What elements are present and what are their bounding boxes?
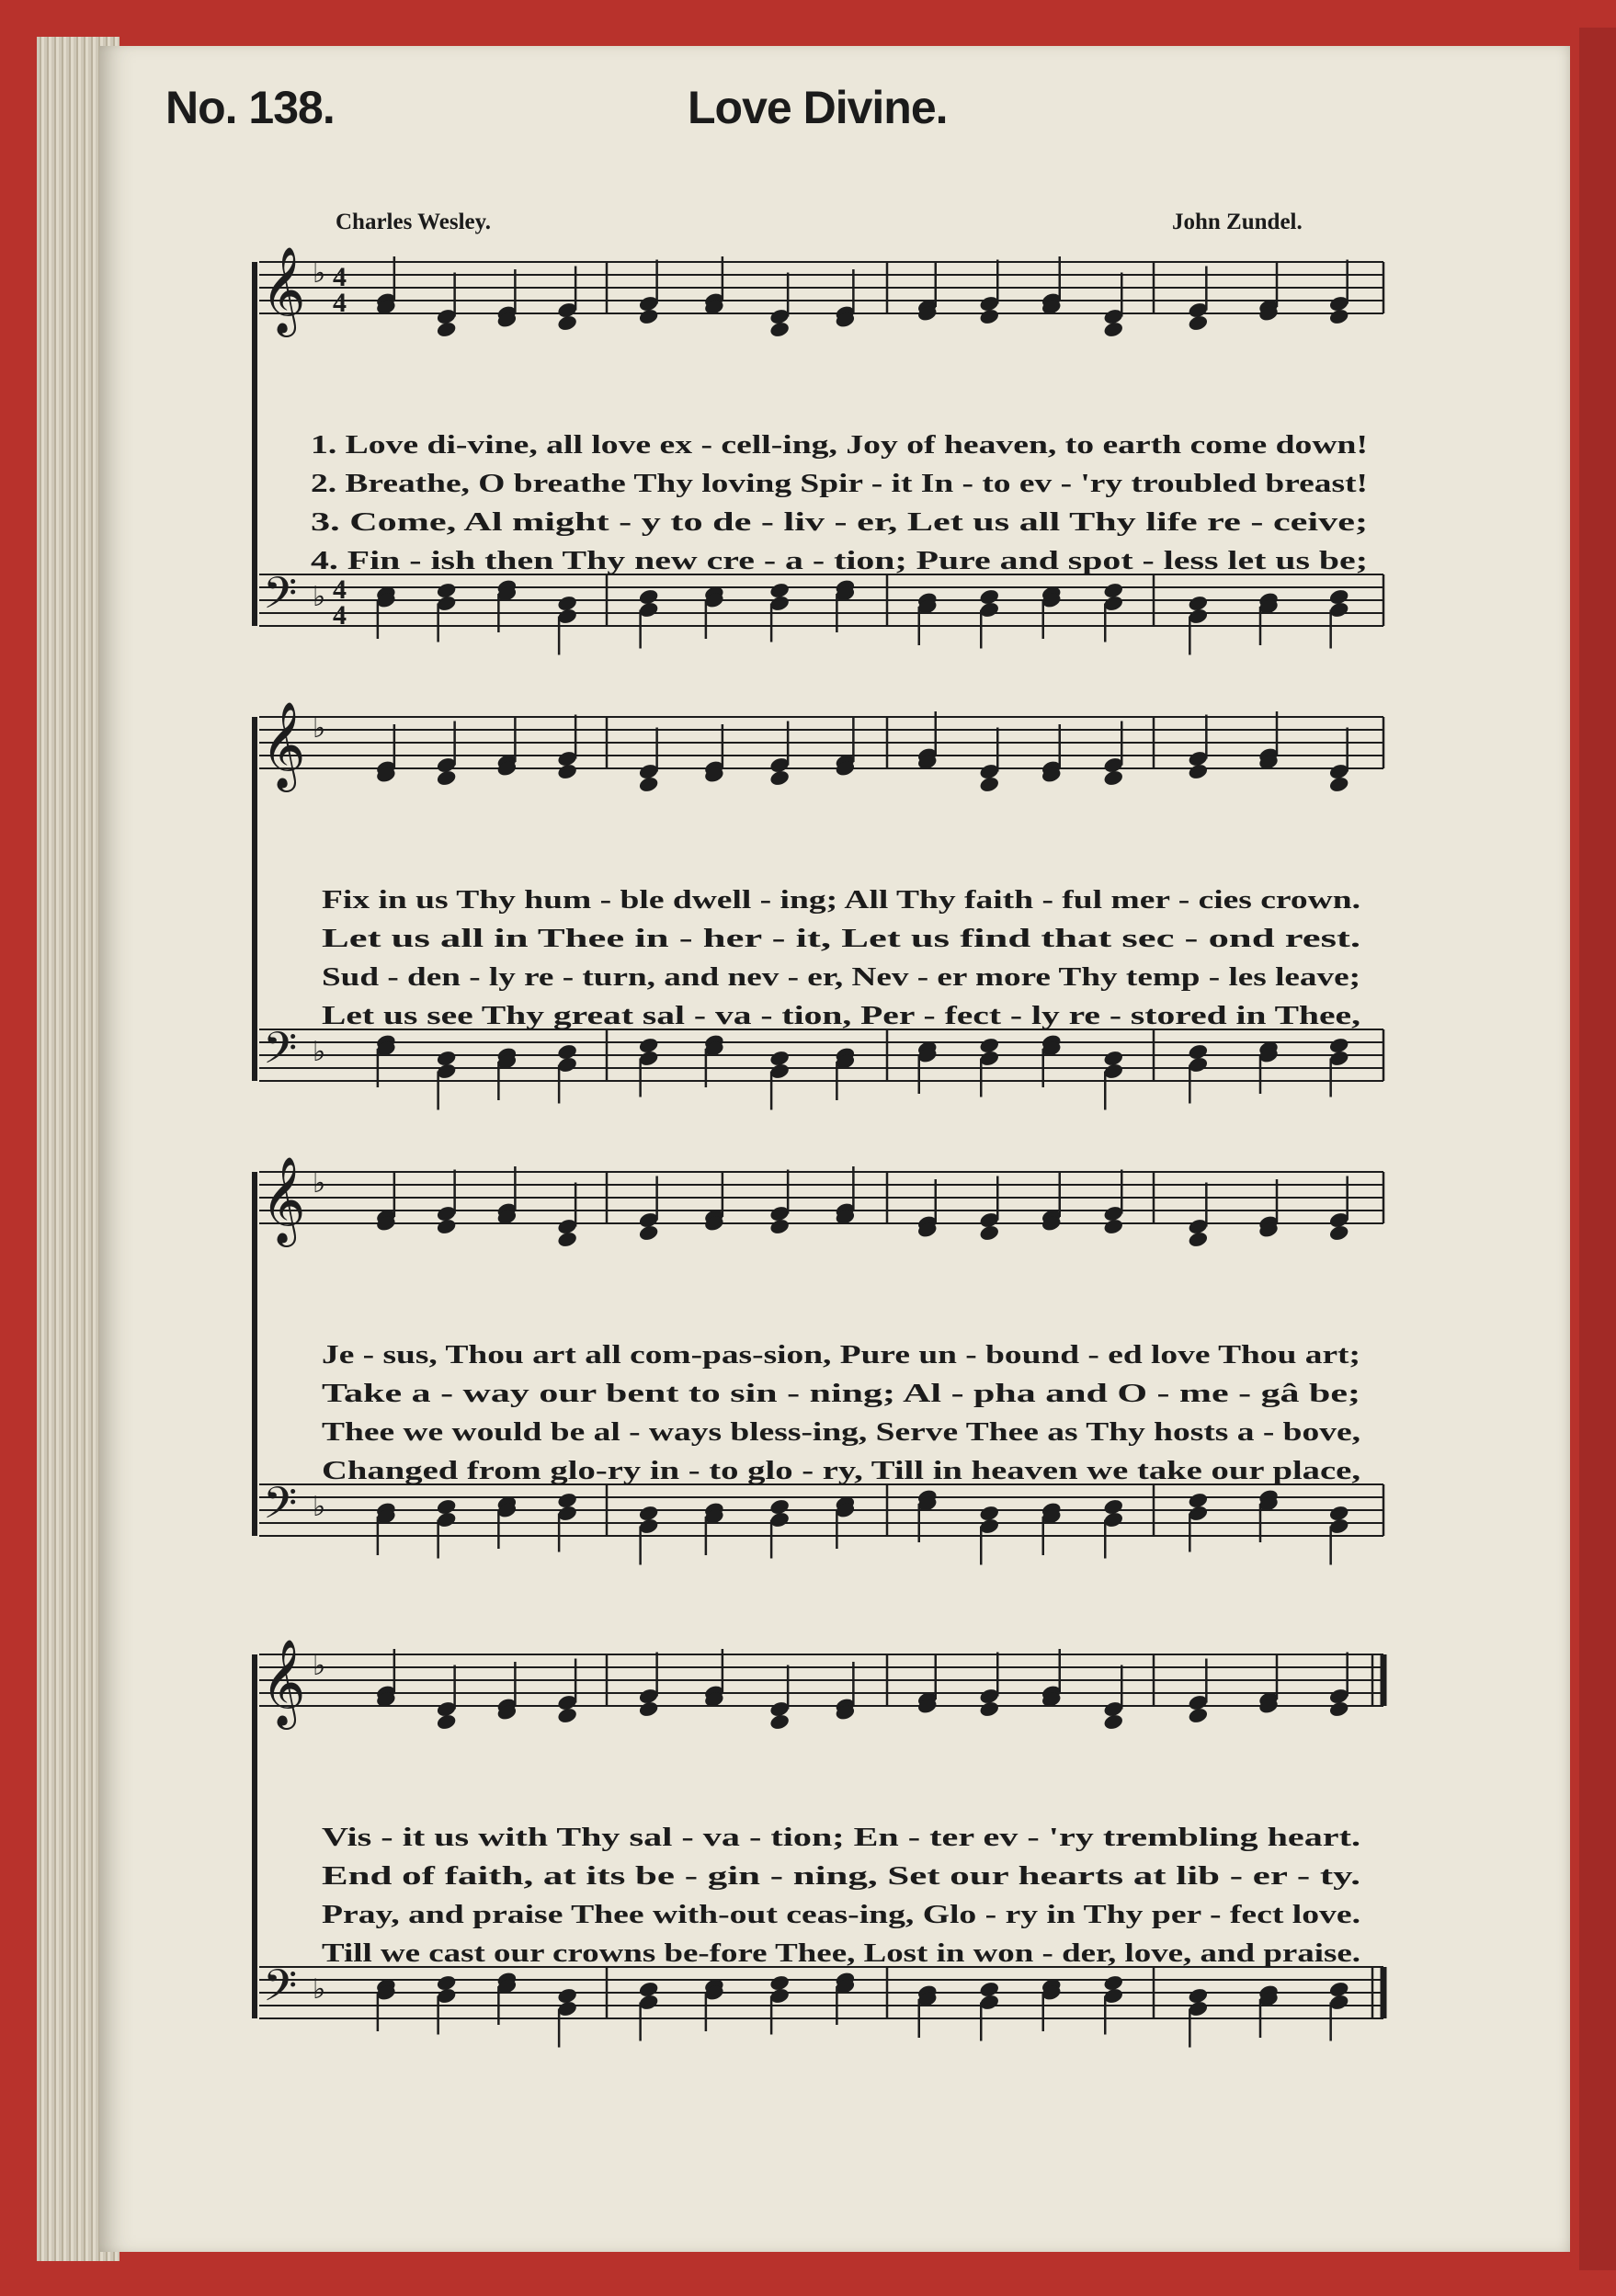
lyric-line: Let us see Thy great sal - va - tion, Per - fect - ly re - stored in Thee,	[322, 1002, 1360, 1030]
note-head	[1188, 1231, 1210, 1249]
note-head	[556, 1231, 578, 1249]
flat-icon: ♭	[313, 257, 326, 290]
lyric-line: Take a - way our bent to sin - ning; Al - pha and O - me - gâ be;	[322, 1380, 1360, 1408]
hymn-title: Love Divine.	[688, 82, 948, 133]
note-head	[638, 776, 660, 794]
lyric-line: Changed from glo-ry in - to glo - ry, Till in heaven we take our place,	[322, 1457, 1360, 1485]
note-head	[1328, 308, 1350, 326]
note-head	[768, 321, 791, 339]
lyric-line: Let us all in Thee in - her - it, Let us find that sec - ond rest.	[322, 925, 1360, 953]
bass-clef-icon: 𝄢	[263, 1477, 298, 1540]
hymn-number: No. 138.	[165, 82, 335, 133]
note-head	[1188, 314, 1210, 333]
note-head	[556, 314, 578, 333]
lyric-line: Till we cast our crowns be-fore Thee, Lost in won - der, love, and praise.	[322, 1939, 1360, 1968]
note-head	[1188, 1707, 1210, 1725]
lyric-line: 1. Love di-vine, all love ex - cell-ing, Joy of heaven, to earth come down!	[311, 431, 1368, 460]
note-head	[1328, 776, 1350, 794]
flat-icon: ♭	[313, 1036, 326, 1068]
flat-icon: ♭	[313, 1650, 326, 1682]
flat-icon: ♭	[313, 712, 326, 744]
lyric-line: 4. Fin - ish then Thy new cre - a - tion; Pure and spot - less let us be;	[311, 547, 1368, 575]
note-head	[978, 308, 1000, 326]
lyric-line: Fix in us Thy hum - ble dwell - ing; All Thy faith - ful mer - cies crown.	[322, 886, 1360, 915]
note-head	[638, 1700, 660, 1719]
time-signature: 4	[333, 574, 347, 605]
note-head	[978, 776, 1000, 794]
system-bracket	[252, 717, 257, 1081]
treble-clef-icon: 𝄞	[261, 701, 306, 789]
system-bracket	[252, 1654, 257, 2018]
lyric-line: 2. Breathe, O breathe Thy loving Spir - it In - to ev - 'ry troubled breast!	[311, 470, 1368, 498]
note-head	[1188, 763, 1210, 781]
treble-clef-icon: 𝄞	[261, 1639, 306, 1726]
note-head	[768, 1218, 791, 1236]
note-head	[556, 1707, 578, 1725]
treble-clef-icon: 𝄞	[261, 1156, 306, 1244]
lyric-line: Thee we would be al - ways bless-ing, Serve Thee as Thy hosts a - bove,	[322, 1418, 1360, 1447]
flat-icon: ♭	[313, 1491, 326, 1523]
note-head	[638, 308, 660, 326]
lyric-line: Pray, and praise Thee with-out ceas-ing, Glo - ry in Thy per - fect love.	[322, 1901, 1360, 1929]
note-head	[1328, 1224, 1350, 1243]
lyric-line: End of faith, at its be - gin - ning, Set our hearts at lib - er - ty.	[322, 1862, 1360, 1891]
note-head	[436, 1218, 458, 1236]
note-head	[556, 763, 578, 781]
system-bracket	[252, 1172, 257, 1536]
lyric-line: Vis - it us with Thy sal - va - tion; En - ter ev - 'ry trembling heart.	[322, 1824, 1360, 1852]
note-head	[1102, 321, 1124, 339]
time-signature: 4	[333, 288, 347, 318]
note-head	[978, 1700, 1000, 1719]
composer-credit: John Zundel.	[1172, 210, 1303, 234]
flat-icon: ♭	[313, 1167, 326, 1199]
lyricist-credit: Charles Wesley.	[336, 210, 491, 234]
treble-clef-icon: 𝄞	[261, 246, 306, 334]
note-head	[436, 321, 458, 339]
note-head	[768, 769, 791, 788]
time-signature: 4	[333, 262, 347, 292]
lyric-line: Je - sus, Thou art all com-pas-sion, Pure un - bound - ed love Thou art;	[322, 1341, 1360, 1370]
note-head	[638, 1224, 660, 1243]
note-head	[1102, 769, 1124, 788]
note-head	[1102, 1218, 1124, 1236]
bass-clef-icon: 𝄢	[263, 1960, 298, 2022]
bass-clef-icon: 𝄢	[263, 567, 298, 630]
lyric-line: Sud - den - ly re - turn, and nev - er, Nev - er more Thy temp - les leave;	[322, 963, 1360, 992]
flat-icon: ♭	[313, 1973, 326, 2006]
lyric-line: 3. Come, Al might - y to de - liv - er, Let us all Thy life re - ceive;	[311, 508, 1368, 537]
time-signature: 4	[333, 600, 347, 631]
note-head	[978, 1224, 1000, 1243]
note-head	[1328, 1700, 1350, 1719]
note-head	[1102, 1713, 1124, 1732]
note-head	[436, 769, 458, 788]
bass-clef-icon: 𝄢	[263, 1022, 298, 1085]
flat-icon: ♭	[313, 581, 326, 613]
note-head	[436, 1713, 458, 1732]
system-bracket	[252, 262, 257, 626]
note-head	[768, 1713, 791, 1732]
